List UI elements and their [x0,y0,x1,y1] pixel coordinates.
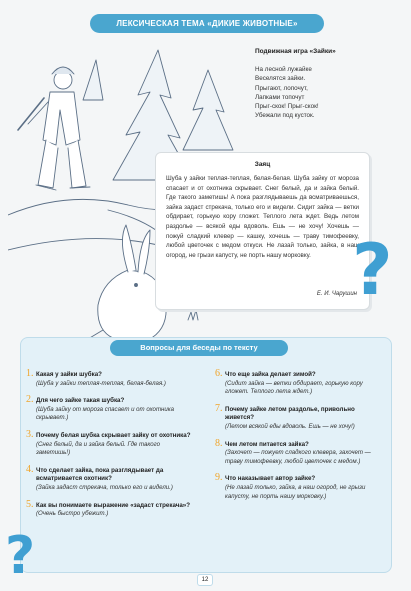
answer-text: (Снег белый, да и зайка белый. Где такого заметишь!) [36,440,161,457]
question-item [26,394,194,423]
questions-title: Вопросы для беседы по тексту [110,340,288,356]
question-number: 1. [26,368,34,379]
question-item [26,368,194,388]
question-number: 5. [26,498,34,510]
story-title: Заяц [254,161,271,168]
question-number: 7. [215,402,223,414]
question-number: 2. [26,394,34,406]
story-box [155,152,370,310]
game-line: Прыгают, лопочут, [255,84,308,92]
question-text: Как вы понимаете выражение «задаст стрекача»? [36,501,190,509]
question-item [26,429,194,458]
game-line: На лесной лужайке [255,66,312,73]
question-text: Что наказывает автор зайке? [225,475,316,483]
question-item [215,368,383,397]
question-item [215,403,383,432]
question-number: 3. [26,428,34,440]
answer-text: (Зайка задаст стрекача, только его и видели.) [36,483,173,491]
answer-text: (Очень быстро убежит.) [36,510,109,518]
answer-text: (Летом всякой еды вдоволь. Ешь — не хочу!) [225,422,355,430]
question-text: Что сделает зайка, пока разглядывает да всматривается охотник? [36,466,164,483]
page-number: 12 [197,574,213,586]
question-text: Почему белая шубка скрывает зайку от охотника? [36,431,191,439]
questions-column-right [215,368,383,507]
question-number: 9. [215,472,223,484]
question-number: 6. [215,368,223,379]
questions-column-left [26,368,194,525]
game-line: Прыг-скок! Прыг-скок! [255,103,319,111]
game-line: Убежали под кусток. [255,112,315,120]
story-text: Шуба у зайки теплая-теплая, белая-белая. Шуба зайку от мороза спасает и от охотника скрывает. Снег белый, да и зайка белый. Где такого заметишь! А пока разглядываешь да всматриваешься, зайка задаст стрекача, только его и видели. Сидит зайка — ветки обдирает, горькую кору гложет. Теплого лета ждет. Ведь летом раздолье — всякой еды вдоволь. Ешь — не хочу! Хочешь — пожуй сладкий клевер — кашку, хочешь — траву тимофеевку, любой цветочек с медом откуси. Не лазай только, зайка, в наш огород, не грызи капусту, не порть нашу морковку. [166,175,359,259]
game-line: Лапками топочут [255,93,305,101]
question-text: Почему зайке летом раздолье, привольно живется? [225,405,355,422]
game-block [255,48,405,121]
question-text: Чем летом питается зайка? [225,440,309,448]
question-text: Какая у зайки шубка? [36,371,102,378]
question-item [215,438,383,467]
question-item [26,464,194,493]
answer-text: (Сидит зайка — ветки обдирает, горькую кору гложет. Теплого лета ждет.) [225,379,363,396]
question-number: 8. [215,437,223,449]
answer-text: (Шуба у зайки теплая-теплая, белая-белая.) [36,379,166,387]
question-mark-icon: ? [352,229,393,311]
question-text: Для чего зайке такая шубка? [36,397,125,405]
question-item [26,499,194,519]
answer-text: (Не лазай только, зайка, в наш огород, не грызи капусту, не порть нашу морковку.) [225,483,366,500]
question-item [215,472,383,501]
question-number: 4. [26,463,34,475]
question-mark-icon: ? [5,526,36,586]
answer-text: (Захочет — пожует сладкого клевера, захочет — траву тимофеевку, любой цветочек с медом.) [225,449,371,465]
game-line: Веселятся зайки. [255,75,306,83]
question-text: Что еще зайка делает зимой? [225,371,316,378]
story-author: Е. И. Чарушин [316,291,357,297]
answer-text: (Шуба зайку от мороза спасает и от охотника скрывает.) [36,405,175,422]
game-title: Подвижная игра «Зайки» [255,48,336,55]
page-title: ЛЕКСИЧЕСКАЯ ТЕМА «ДИКИЕ ЖИВОТНЫЕ» [90,14,324,33]
